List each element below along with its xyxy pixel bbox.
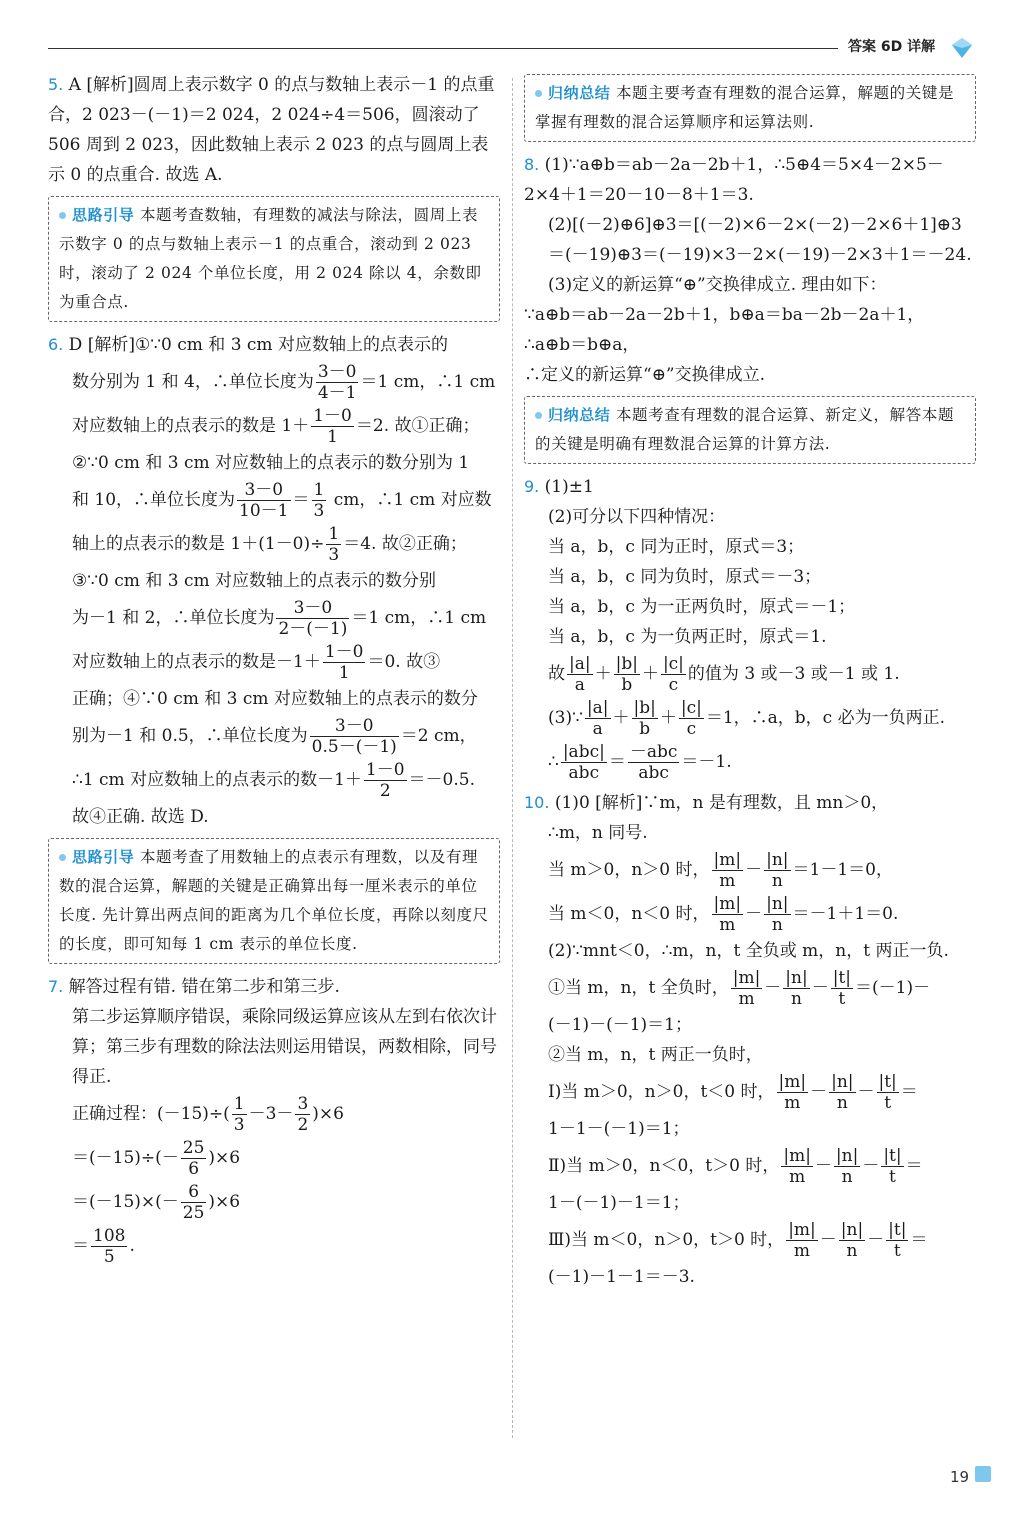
line: 当 a，b，c 同为正时，原式＝3； [548,537,805,557]
line: ＝4. 故②正确； [343,534,467,554]
question-number: 6. [48,335,64,354]
fraction: $\frac{3-0}{0.5-(-1)}$ [311,716,397,757]
line: 数分别为 1 和 4，∴单位长度为 [72,372,314,392]
line: 轴上的点表示的数是 1＋(1－0)÷ [72,534,325,554]
fraction: $\frac{3-0}{10-1}$ [239,480,289,521]
question-9: 9. (1)±1 (2)可分以下四种情况： 当 a，b，c 同为正时，原式＝3； 当 a，b，c 同为负时，原式＝－3； 当 a，b，c 为一正两负时，原式＝－1； 当 a，b，c 为一负两正时，原式＝1. 故 $\frac{|a|}{a}$ ＋ $\frac{|b|}{b}$ ＋ $\frac{|c|}{c}$ 的值为 3 或－3 或－1 或 1. (3)∵ $\frac{|a|}{a}$ ＋ $\frac{|b|}{b}$ ＋ $\frac{|c|}{c}$ ＝1，∴a，b，c 必为一负两正. ∴ $\frac{\text{|abc|}}{\text{abc}}$ ＝ $\frac{\text{－abc}}{\text{abc}}$ ＝－1. [524,472,976,784]
summary-text: 本题考查有理数的混合运算、新定义，解答本题的关键是明确有理数混合运算的计算方法. [535,406,955,453]
fraction: $\frac{|m|}{m}$ [732,968,761,1009]
line: (－1)－(－1)＝1； [548,1015,692,1035]
question-number: 9. [524,477,540,496]
line: 当 a，b，c 为一正两负时，原式＝－1； [548,597,856,617]
fraction: $\frac{|n|}{n}$ [785,968,808,1009]
fraction: $\frac{1}{3}$ [328,524,340,565]
header-rule [48,48,838,49]
summary-box [524,74,976,142]
line: (1)∵a⊕b＝ab－2a－2b＋1，∴5⊕4＝5×4－2×5－2×4＋1＝20－10－8＋1＝3. [524,155,944,205]
answer-text: A [解析]圆周上表示数字 0 的点与数轴上表示－1 的点重合，2 023－(－1)＝2 024，2 024÷4＝506，圆滚动了 506 周到 2 023，因此数轴上表示 2 023 的点与圆周上表示 0 的点重合. 故选 A. [48,75,495,185]
left-column [48,70,500,1272]
line: 1－1－(－1)＝1； [548,1119,690,1139]
line: (3)定义的新运算“⊕”交换律成立. 理由如下： [548,275,887,295]
line: 当 a，b，c 为一负两正时，原式＝1. [548,627,827,647]
question-number: 8. [524,155,540,174]
summary-title: 归纳总结 [535,84,610,102]
line: (2)∵mnt＜0，∴m，n，t 全负或 m，n，t 两正一负. [548,941,949,961]
fraction: $\frac{1-0}{1}$ [324,642,364,683]
line: ③∵0 cm 和 3 cm 对应数轴上的点表示的数分别 [72,571,436,591]
fraction: $\frac{108}{5}$ [93,1226,126,1267]
line: ＝2. 故①正确； [355,416,480,436]
line: 对应数轴上的点表示的数是－1＋ [72,652,321,672]
fraction: $\frac{|m|}{m}$ [783,1146,811,1187]
line: ∴1 cm 对应数轴上的点表示的数－1＋ [72,770,362,790]
fraction: $\frac{1-0}{1}$ [313,406,352,447]
fraction: $\frac{|b|}{b}$ [615,654,638,695]
header-label: 答案 6D 详解 [848,39,936,55]
line: 1－(－1)－1＝1； [548,1193,690,1213]
book-gem-icon [950,36,974,60]
tip-text: 本题考查了用数轴上的点表示有理数，以及有理数的混合运算，解题的关键是正确算出每一厘米表示的单位长度. 先计算出两点间的距离为几个单位长度，再除以刻度尺的长度，即可知每 1 cm 表示的单位长度. [59,848,489,953]
fraction: $\frac{|n|}{n}$ [831,1072,854,1113]
fraction: $\frac{3}{2}$ [297,1094,309,1135]
fraction: $\frac{|m|}{m}$ [788,1220,816,1261]
column-divider [512,78,513,1438]
summary-title: 归纳总结 [535,406,610,424]
fraction: $\frac{|m|}{m}$ [713,850,742,891]
question-7: 7. 解答过程有错. 错在第二步和第三步. 第二步运算顺序错误，乘除同级运算应该从左到右依次计算；第三步有理数的除法法则运用错误，两数相除，同号得正. 正确过程：(－15)÷( $\frac{1}{3}$ －3－ $\frac{3}{2}$ )×6 ＝(－15)÷(－ $\frac{25}{6}$ )×6 ＝(－15)×(－ $\frac{6}{25}$ )×6 ＝ $\frac{108}{5}$ . [48,972,500,1268]
line: (2)[(－2)⊕6]⊕3＝[(－2)×6－2×(－2)－2×6＋1]⊕3＝(－19)⊕3＝(－19)×3－2×(－19)－2×3＋1＝－24. [548,215,972,265]
fraction: $\frac{3-0}{2-(-1)}$ [278,598,348,639]
line: 对应数轴上的点表示的数是 1＋ [72,416,310,436]
question-number: 10. [524,793,550,812]
fraction: $\frac{25}{6}$ [182,1138,205,1179]
fraction: $\frac{\text{－abc}}{\text{abc}}$ [629,742,678,783]
fraction: $\frac{|a|}{a}$ [586,698,609,739]
tip-box [48,196,500,322]
line: 当 a，b，c 同为负时，原式＝－3； [548,567,822,587]
tip-text: 本题考查数轴，有理数的减法与除法，圆周上表示数字 0 的点与数轴上表示－1 的点重合，滚动到 2 023 时，滚动了 2 024 个单位长度，用 2 024 除以 4，余数即为重合点. [59,206,482,311]
line: 正确；④∵0 cm 和 3 cm 对应数轴上的点表示的数分 [72,689,478,709]
line: 解答过程有错. 错在第二步和第三步. [68,977,340,997]
right-column [524,70,976,1296]
tip-box [48,838,500,964]
fraction: $\frac{|a|}{a}$ [569,654,591,695]
fraction: $\frac{6}{25}$ [182,1182,205,1223]
fraction: $\frac{|n|}{n}$ [840,1220,864,1261]
fraction: $\frac{1}{3}$ [313,480,325,521]
line: ＝－0.5. [408,770,475,790]
fraction: $\frac{|m|}{m}$ [713,894,742,935]
line: 为－1 和 2，∴单位长度为 [72,608,275,628]
line: (2)可分以下四种情况： [548,507,726,527]
fraction: $\frac{|n|}{n}$ [766,850,789,891]
question-5 [48,70,500,322]
tip-title: 思路引导 [59,848,134,866]
line: ＝1 cm，∴1 cm [360,372,496,392]
fraction: $\frac{|n|}{n}$ [766,894,789,935]
line: (1)0 [解析]∵m，n 是有理数，且 mn＞0， [554,793,889,813]
line: (1)±1 [544,477,594,497]
fraction: $\frac{|t|}{t}$ [832,968,851,1009]
fraction: $\frac{|b|}{b}$ [633,698,656,739]
line: ②当 m，n，t 两正一负时， [548,1045,763,1065]
fraction: $\frac{|c|}{c}$ [680,698,702,739]
summary-box [524,396,976,464]
summary-text: 本题主要考查有理数的混合运算，解题的关键是掌握有理数的混合运算顺序和运算法则. [535,84,955,131]
question-number: 5. [48,75,64,94]
line: ∴a⊕b＝b⊕a， [524,335,640,355]
fraction: $\frac{3-0}{4-1}$ [317,362,357,403]
page-number: 19 [950,1468,970,1486]
fraction: $\frac{1-0}{2}$ [365,760,405,801]
line: ②∵0 cm 和 3 cm 对应数轴上的点表示的数分别为 1 [72,453,470,473]
fraction: $\frac{|m|}{m}$ [778,1072,807,1113]
line: ＝0. 故③ [367,652,441,672]
line: 和 10，∴单位长度为 [72,490,236,510]
fraction: $\frac{|t|}{t}$ [888,1220,907,1261]
line: (－1)－1－1＝－3. [548,1267,695,1287]
line: 第二步运算顺序错误，乘除同级运算应该从左到右依次计算；第三步有理数的除法法则运用错误，两数相除，同号得正. [72,1007,497,1087]
question-number: 7. [48,977,64,996]
question-8 [524,150,976,390]
tip-title: 思路引导 [59,206,134,224]
fraction: $\frac{|n|}{n}$ [835,1146,859,1187]
fraction: $\frac{|c|}{c}$ [662,654,684,695]
fraction: $\frac{1}{3}$ [233,1094,245,1135]
line: 别为－1 和 0.5，∴单位长度为 [72,726,308,746]
line: ＝2 cm， [400,726,477,746]
line: ∴定义的新运算“⊕”交换律成立. [524,365,766,385]
page-flag-icon [975,1466,991,1482]
fraction: $\frac{\text{|abc|}}{\text{abc}}$ [562,742,605,783]
fraction: $\frac{|t|}{t}$ [883,1146,902,1187]
question-6: 6. D [解析]①∵0 cm 和 3 cm 对应数轴上的点表示的 数分别为 1 和 4，∴单位长度为 $\frac{3-0}{4-1}$ ＝1 cm，∴1 cm 对应数轴上的点表示的数是 1＋ $\frac{1-0}{1}$ ＝2. 故①正确； ②∵0 cm 和 3 cm 对应数轴上的点表示的数分别为 1 和 10，∴单位长度为 $\frac{3-0}{10-1}$ ＝ $\frac{1}{3}$ cm，∴1 cm 对应数 轴上的点表示的数是 1＋(1－0)÷ $\frac{1}{3}$ ＝4. 故②正确； ③∵0 cm 和 3 cm 对应数轴上的点表示的数分别 为－1 和 2，∴单位长度为 $\frac{3-0}{2-(-1)}$ ＝1 cm，∴1 cm 对应数轴上的点表示的数是－1＋ $\frac{1-0}{1}$ ＝0. 故③ 正确；④∵0 cm 和 3 cm 对应数轴上的点表示的数分 别为－1 和 0.5，∴单位长度为 $\frac{3-0}{0.5-(-1)}$ ＝2 cm， ∴1 cm 对应数轴上的点表示的数－1＋ $\frac{1-0}{2}$ ＝－0.5. 故④正确. 故选 D. 思路引导 本题考查了用数轴上的点表示有理数，以及有理数的混合运算，解题的关键是正确算出每一厘米表示的单位长度. 先计算出两点间的距离为几个单位长度，再除以刻度尺的长度，即可知每 1 cm 表示的单位长度. [48,330,500,964]
line: D [解析]①∵0 cm 和 3 cm 对应数轴上的点表示的 [68,335,448,355]
question-10: 10. (1)0 [解析]∵m，n 是有理数，且 mn＞0， ∴m，n 同号. 当 m＞0，n＞0 时， $\frac{|m|}{m}$ － $\frac{|n|}{n}$ ＝1－1＝0， 当 m＜0，n＜0 时， $\frac{|m|}{m}$ － $\frac{|n|}{n}$ ＝－1＋1＝0. (2)∵mnt＜0，∴m，n，t 全负或 m，n，t 两正一负. ①当 m，n，t 全负时， $\frac{|m|}{m}$ － $\frac{|n|}{n}$ － $\frac{|t|}{t}$ ＝(－1)－ (－1)－(－1)＝1； ②当 m，n，t 两正一负时， Ⅰ)当 m＞0，n＞0，t＜0 时， $\frac{|m|}{m}$ － $\frac{|n|}{n}$ － $\frac{|t|}{t}$ ＝ 1－1－(－1)＝1； Ⅱ)当 m＞0，n＜0，t＞0 时， $\frac{|m|}{m}$ － $\frac{|n|}{n}$ － $\frac{|t|}{t}$ ＝ 1－(－1)－1＝1； Ⅲ)当 m＜0，n＞0，t＞0 时， $\frac{|m|}{m}$ － $\frac{|n|}{n}$ － $\frac{|t|}{t}$ ＝ (－1)－1－1＝－3. [524,788,976,1292]
line: ∴m，n 同号. [548,823,648,843]
line: 故④正确. 故选 D. [72,807,209,827]
fraction: $\frac{|t|}{t}$ [878,1072,897,1113]
line: ∵a⊕b＝ab－2a－2b＋1，b⊕a＝ba－2b－2a＋1， [524,305,925,325]
line: cm，∴1 cm 对应数 [328,490,492,510]
line: ＝1 cm，∴1 cm [351,608,487,628]
